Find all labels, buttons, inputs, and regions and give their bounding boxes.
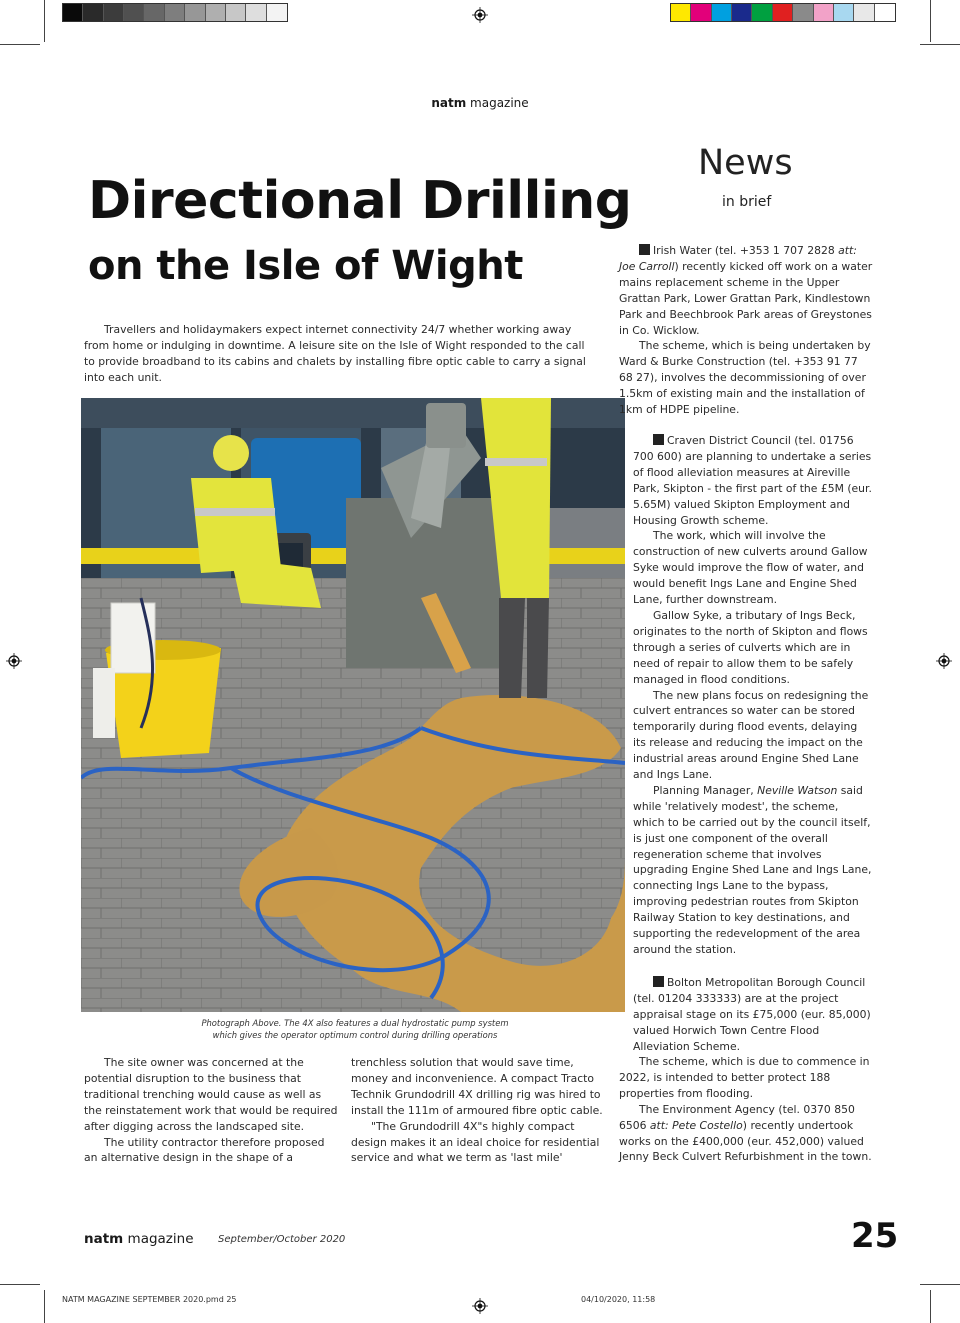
news-item-lead: Bolton Metropolitan Borough Council (tel. 01204 333333) are at the project appraisal stage on its £75,000 (eur. 85,000) valued Horwich Town Centre Flood Alleviation Scheme. xyxy=(633,976,871,1053)
crop-mark xyxy=(920,44,960,45)
caption-line-1: Photograph Above. The 4X also features a dual hydrostatic pump system xyxy=(201,1018,509,1028)
news-quote-pre: Planning Manager, xyxy=(653,783,758,797)
news-paragraph: The new plans focus on redesigning the culvert entrances so water can be stored temporarily during flood events, delaying its release and reducing the impact on the industrial areas around Engine Shed Lane and Ings Lane. xyxy=(633,688,869,782)
page-number: 25 xyxy=(851,1216,899,1256)
news-paragraph: The work, which will involve the construction of new culverts around Gallow Syke would improve the flow of water, and would benefit Ings Lane and Engine Shed Lane, further downstream. xyxy=(633,529,868,607)
news-item-bolton xyxy=(633,975,873,1055)
crop-mark xyxy=(930,1290,931,1323)
crop-mark xyxy=(0,1284,40,1285)
color-swatch xyxy=(104,4,124,21)
news-paragraph: The scheme, which is due to commence in 2022, is intended to better protect 188 properties from flooding. xyxy=(619,1055,870,1100)
article-paragraph: The site owner was concerned at the potential disruption to the business that traditional trenching would cause as well as the reinstatement work that would be required after digging across the landscaped site. xyxy=(84,1056,338,1133)
article-paragraph: trenchless solution that would save time, money and inconvenience. A compact Tracto Technik Grundodrill 4X drilling rig was hired to install the 111m of armoured fibre optic cable. xyxy=(351,1056,603,1117)
news-subtitle: in brief xyxy=(722,194,772,210)
color-swatch xyxy=(691,4,711,21)
intro-paragraph xyxy=(84,322,598,386)
color-swatch xyxy=(185,4,205,21)
color-swatch xyxy=(875,4,895,21)
color-swatch xyxy=(83,4,103,21)
crop-mark xyxy=(930,0,931,42)
article-column-1 xyxy=(84,1055,340,1166)
news-item-lead-rest: ) recently kicked off work on a water mains replacement scheme in the Upper Grattan Park, Lower Grattan Park, Kindlestown Park and Beechbrook Park areas of Greystones in Co. Wicklow. xyxy=(619,259,873,337)
news-quote-rest: said while 'relatively modest', the scheme, which to be carried out by the council itself, is just one component of the overall regeneration scheme that involves upgrading Engine Shed Lane and Ings Lane, connecting Ings Lane to the bypass, improving pedestrian routes from Skipton Railway Station to key destinations, and supporting the redevelopment of the area around the station. xyxy=(633,783,872,956)
color-swatch xyxy=(834,4,854,21)
color-swatch xyxy=(206,4,226,21)
color-swatch xyxy=(773,4,793,21)
news-item-lead: Craven District Council (tel. 01756 700 600) are planning to undertake a series of flood alleviation measures at Aireville Park, Skipton - the first part of the £5M (eur. 5.65M) valued Skipton Employment and Housing Growth scheme. xyxy=(633,434,872,527)
color-swatch xyxy=(752,4,772,21)
news-item-lead: Irish Water (tel. +353 1 707 2828 xyxy=(653,244,839,257)
crop-mark xyxy=(44,0,45,42)
color-swatch xyxy=(246,4,266,21)
issue-date: September/October 2020 xyxy=(218,1234,346,1245)
news-paragraph: Gallow Syke, a tributary of Ings Beck, originates to the north of Skipton and flows through a series of culverts which are in need of repair to allow them to be safely managed in flood conditions. xyxy=(633,608,868,686)
registration-mark-icon xyxy=(6,653,22,669)
process-color-bar xyxy=(670,3,896,22)
color-swatch xyxy=(144,4,164,21)
grayscale-color-bar xyxy=(62,3,288,22)
color-swatch xyxy=(165,4,185,21)
headline-line-2: on the Isle of Wight xyxy=(88,243,523,289)
intro-text: Travellers and holidaymakers expect internet connectivity 24/7 whether working away from home or indulging in downtime. A leisure site on the Isle of Wight responded to the call to provide broadband to its cabins and chalets by installing fibre optic cable to carry a signal into each unit. xyxy=(84,323,586,384)
caption-line-2: which gives the operator optimum control during drilling operations xyxy=(212,1030,498,1040)
running-head xyxy=(0,96,960,110)
color-swatch xyxy=(226,4,246,21)
registration-mark-icon xyxy=(936,653,952,669)
news-person: Neville Watson xyxy=(757,783,838,797)
footer-brand-name: natm xyxy=(84,1231,124,1247)
color-swatch xyxy=(124,4,144,21)
article-paragraph: The utility contractor therefore proposed an alternative design in the shape of a xyxy=(84,1135,325,1165)
color-swatch xyxy=(814,4,834,21)
news-contact: att: Joe Carroll xyxy=(619,244,857,273)
news-item-craven xyxy=(633,433,873,958)
news-title: News xyxy=(698,143,793,183)
slug-timestamp: 04/10/2020, 11:58 xyxy=(581,1295,656,1304)
news-contact: att: Pete Costello xyxy=(649,1118,743,1132)
color-swatch xyxy=(267,4,287,21)
crop-mark xyxy=(920,1284,960,1285)
color-swatch xyxy=(732,4,752,21)
news-item-bolton-continued xyxy=(619,1054,877,1165)
registration-mark-icon xyxy=(472,7,488,23)
color-swatch xyxy=(671,4,691,21)
running-head-name: magazine xyxy=(470,96,529,110)
headline-line-1: Directional Drilling xyxy=(88,171,632,231)
news-ea-rest: ) recently undertook works on the £400,000 (eur. 452,000) valued Jenny Beck Culvert Refurbishment in the town. xyxy=(619,1118,872,1164)
article-paragraph: "The Grundodrill 4X"s highly compact design makes it an ideal choice for residential service and what we term as 'last mile' xyxy=(351,1119,600,1165)
photo-caption xyxy=(180,1017,530,1041)
bullet-square-icon xyxy=(639,244,650,255)
article-column-2 xyxy=(351,1055,609,1166)
photo-illustration xyxy=(81,398,625,1012)
color-swatch xyxy=(712,4,732,21)
bullet-square-icon xyxy=(653,976,664,987)
bullet-square-icon xyxy=(653,434,664,445)
registration-mark-icon xyxy=(472,1298,488,1314)
footer-magazine: magazine xyxy=(127,1231,194,1247)
slug-filename: NATM MAGAZINE SEPTEMBER 2020.pmd 25 xyxy=(62,1295,237,1304)
news-item-irish-water xyxy=(619,243,874,418)
news-ea-pre: The Environment Agency (tel. 0370 850 6506 xyxy=(619,1102,855,1132)
color-swatch xyxy=(63,4,83,21)
drilling-rig-photo xyxy=(81,398,625,1012)
color-swatch xyxy=(793,4,813,21)
news-paragraph: The scheme, which is being undertaken by Ward & Burke Construction (tel. +353 91 77 68 27), involves the decommissioning of over 1.5km of existing main and the installation of 1km of HDPE pipeline. xyxy=(619,339,871,417)
footer-brand xyxy=(84,1231,194,1247)
crop-mark xyxy=(0,44,40,45)
color-swatch xyxy=(854,4,874,21)
running-head-brand: natm xyxy=(431,96,467,110)
crop-mark xyxy=(44,1290,45,1323)
